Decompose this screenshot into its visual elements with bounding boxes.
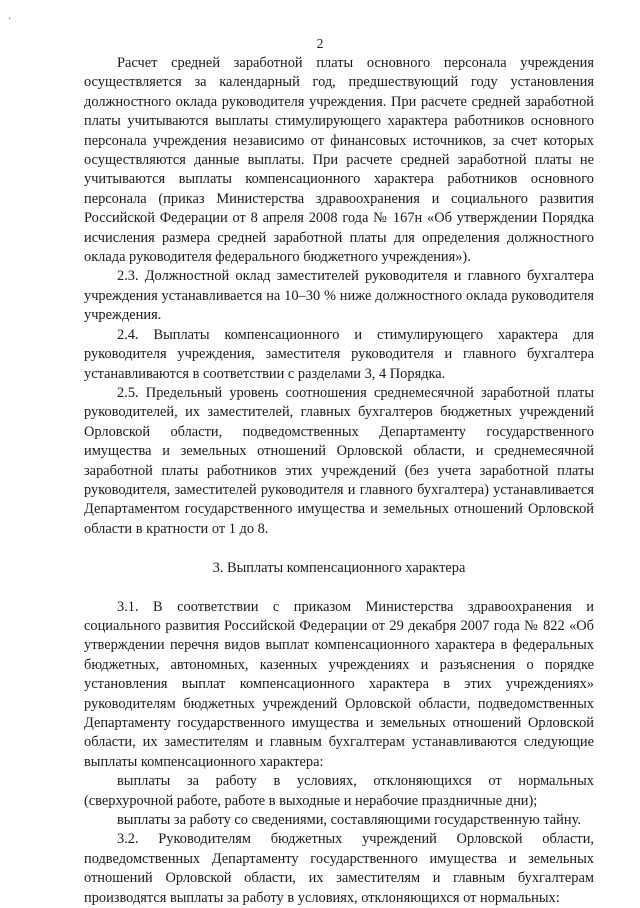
page-number: 2 [316, 36, 324, 51]
list-item-state-secret: выплаты за работу со сведениями, составляющими государственную тайну. [117, 812, 581, 829]
paragraph-average-salary: Расчет средней заработной платы основного персонала учреждения осуществляется за календарный год, предшествующий году установления должностного оклада руководителя учреждения. При расчете средней заработной платы учитываются выплаты стимулирующего характера работников основного персонала учреждения независимо от финансовых источников, за счет которых осуществляются данные выплаты. При расчете средней заработной платы не учитываются выплаты компенсационного характера работников основного персонала (приказ Министерства здравоохранения и социального развития Российской Федерации от 8 апреля 2008 года № 167н «Об утверждении Порядка исчисления размера средней заработной платы для определения должностного оклада руководителя федерального бюджетного учреждения»). [84, 55, 594, 266]
list-item-overtime: выплаты за работу в условиях, отклоняющихся от нормальных (сверхурочной работе, работе в выходные и нерабочие праздничные дни); [84, 773, 594, 809]
paragraph-3-1: 3.1. В соответствии с приказом Министерства здравоохранения и социального развития Российской Федерации от 29 декабря 2007 года № 822 «Об утверждении перечня видов выплат компенсационного характера в федеральных бюджетных, автономных, казенных учреждениях и разъяснения о порядке установления выплат компенсационного характера в этих учреждениях» руководителям бюджетных учреждений Орловской области, подведомственных Департаменту государственного имущества и земельных отношений Орловской области, их заместителям и главным бухгалтерам устанавливаются следующие выплаты компенсационного характера: [84, 598, 594, 770]
paragraph-2-3: 2.3. Должностной оклад заместителей руководителя и главного бухгалтера учреждения устанавливается на 10–30 % ниже должностного оклада руководителя учреждения. [84, 268, 594, 324]
document-body [84, 54, 594, 908]
paragraph-2-5: 2.5. Предельный уровень соотношения среднемесячной заработной платы руководителей, их заместителей, главных бухгалтеров бюджетных учреждений Орловской области, подведомственных Департаменту государственного имущества и земельных отношений Орловской области, и среднемесячной заработной платы работников этих учреждений (без учета заработной платы руководителя, заместителей руководителя и главного бухгалтера) устанавливается Департаментом государственного имущества и земельных отношений Орловской области в кратности от 1 до 8. [84, 384, 594, 537]
corner-mark: · [8, 14, 12, 25]
section-heading: 3. Выплаты компенсационного характера [212, 560, 466, 577]
paragraph-3-2: 3.2. Руководителям бюджетных учреждений Орловской области, подведомственных Департаменту государственного имущества и земельных отношений Орловской области, их заместителям и главным бухгалтерам производятся выплаты за работу в условиях, отклоняющихся от нормальных: [84, 831, 594, 906]
paragraph-2-4: 2.4. Выплаты компенсационного и стимулирующего характера для руководителя учреждения, заместителя руководителя и главного бухгалтера устанавливаются в соответствии с разделами 3, 4 Порядка. [84, 326, 594, 382]
